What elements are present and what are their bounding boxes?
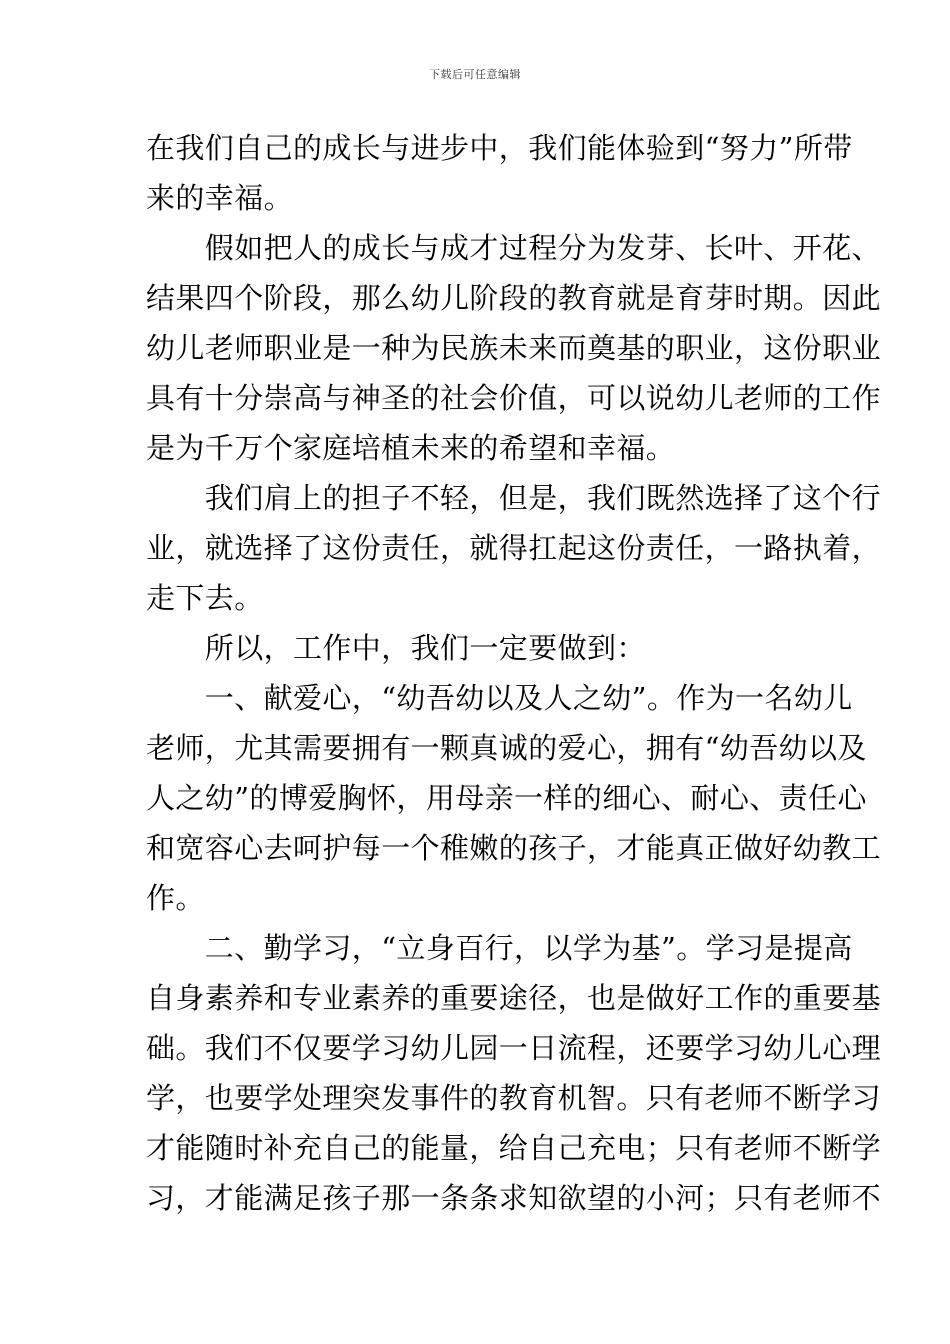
text-line: 业，就选择了这份责任，就得扛起这份责任，一路执着， [146,531,882,565]
text-line: 础。我们不仅要学习幼儿园一日流程，还要学习幼儿心理 [146,1031,882,1065]
text-line: 我们肩上的担子不轻，但是，我们既然选择了这个行 [146,481,882,515]
text-line: 具有十分崇高与神圣的社会价值，可以说幼儿老师的工作 [146,381,882,415]
text-line: 来的幸福。 [146,181,294,215]
text-line: 在我们自己的成长与进步中，我们能体验到“努力”所带 [146,131,853,165]
text-line: 走下去。 [146,581,264,615]
page-header: 下载后可任意编辑 [429,68,521,81]
text-line: 幼儿老师职业是一种为民族未来而奠基的职业，这份职业 [146,331,882,365]
text-line: 老师，尤其需要拥有一颗真诚的爱心，拥有“幼吾幼以及 [146,731,867,765]
text-line: 习，才能满足孩子那一条条求知欲望的小河；只有老师不 [146,1181,882,1215]
text-line: 所以，工作中，我们一定要做到： [146,631,646,665]
text-line: 二、勤学习，“立身百行，以学为基”。学习是提高 [146,931,853,965]
text-line: 假如把人的成长与成才过程分为发芽、长叶、开花、 [146,231,882,265]
text-line: 作。 [146,881,205,915]
text-line: 一、献爱心，“幼吾幼以及人之幼”。作为一名幼儿 [146,681,853,715]
text-line: 学，也要学处理突发事件的教育机智。只有老师不断学习 [146,1081,882,1115]
text-line: 才能随时补充自己的能量，给自己充电；只有老师不断学 [146,1131,882,1165]
text-line: 人之幼”的博爱胸怀，用母亲一样的细心、耐心、责任心 [146,781,867,815]
text-line: 是为千万个家庭培植未来的希望和幸福。 [146,431,676,465]
text-line: 结果四个阶段，那么幼儿阶段的教育就是育芽时期。因此 [146,281,882,315]
text-line: 和宽容心去呵护每一个稚嫩的孩子，才能真正做好幼教工 [146,831,882,865]
text-line: 自身素养和专业素养的重要途径，也是做好工作的重要基 [146,981,882,1015]
